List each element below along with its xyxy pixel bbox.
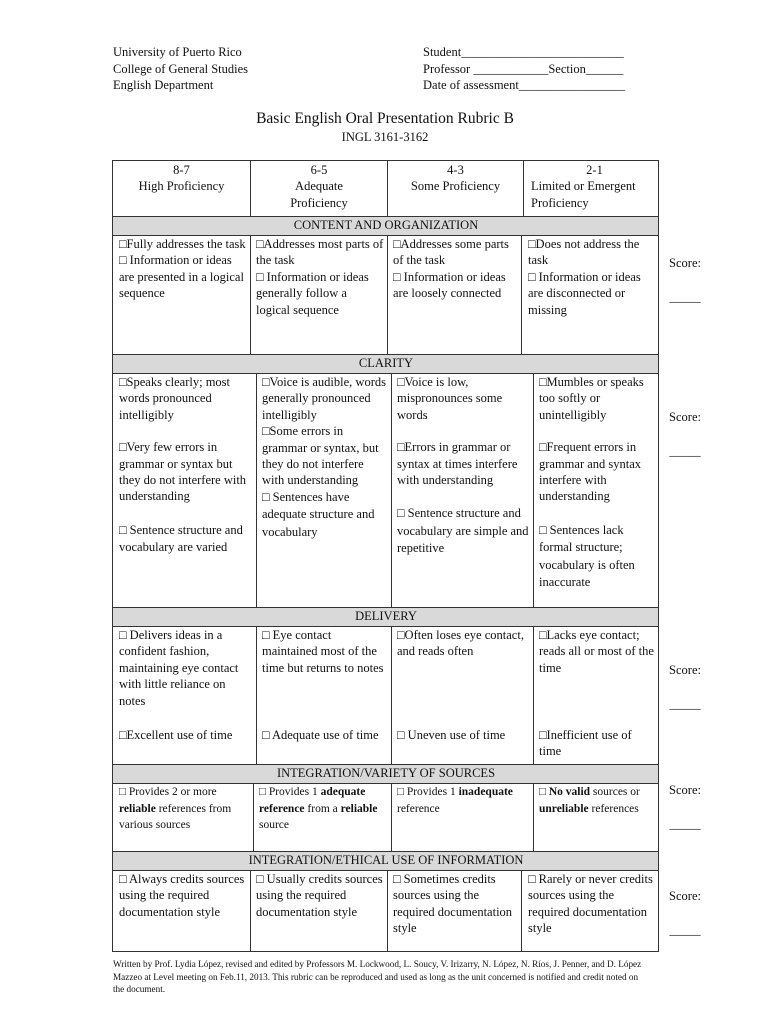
table-rule	[113, 607, 659, 608]
table-rule	[250, 235, 251, 354]
rubric-cell-ethics-adequate[interactable]: □ Usually credits sources using the required documentation style	[256, 872, 383, 919]
score-content	[664, 255, 706, 305]
table-rule	[250, 160, 251, 216]
score-label: Score:	[669, 783, 701, 797]
rubric-cell-sources-high[interactable]: □ Provides 2 or more reliable references from various sources	[119, 786, 232, 831]
table-rule	[533, 783, 534, 851]
table-rule	[391, 783, 392, 851]
table-rule	[113, 851, 659, 852]
rubric-cell-clarity-high	[119, 374, 252, 557]
criterion-checkbox[interactable]: □Mumbles or speaks too softly or unintelligibly	[539, 375, 644, 422]
section-title-ethics: INTEGRATION/ETHICAL USE OF INFORMATION	[113, 852, 659, 870]
rubric-cell-delivery-limited	[539, 627, 656, 760]
criterion-checkbox[interactable]: □Errors in grammar or syntax at times interfere with understanding	[397, 440, 518, 488]
professor-section-field[interactable]: Professor ____________Section______	[423, 61, 624, 76]
column-score: 6-5	[310, 163, 328, 177]
criterion-checkbox[interactable]: □ Information or ideas are loosely connected	[393, 269, 506, 301]
criterion-checkbox[interactable]: □ Uneven use of time	[397, 728, 506, 742]
rubric-cell-clarity-some	[397, 374, 531, 558]
table-rule	[533, 626, 534, 764]
student-info-block	[423, 44, 723, 94]
table-rule	[387, 870, 388, 951]
rubric-cell-ethics-high[interactable]: □ Always credits sources using the required documentation style	[119, 872, 245, 919]
table-rule	[113, 764, 659, 765]
section-title-delivery: DELIVERY	[113, 608, 659, 626]
score-label: Score:	[669, 256, 701, 270]
criterion-checkbox[interactable]: □Voice is audible, words generally pronounced intelligibly	[262, 375, 386, 422]
column-score: 8-7	[173, 163, 190, 177]
criterion-checkbox[interactable]: □Voice is low, mispronounces some words	[397, 375, 503, 422]
score-sources	[664, 782, 706, 832]
criterion-checkbox[interactable]: □ Adequate use of time	[262, 728, 379, 742]
criterion-checkbox[interactable]: □ Delivers ideas in a confident fashion, maintaining eye contact with little reliance on notes	[119, 628, 239, 708]
score-field[interactable]: _____	[669, 923, 701, 937]
score-delivery	[664, 662, 706, 712]
score-field[interactable]: _____	[669, 290, 701, 304]
table-rule	[253, 783, 254, 851]
rubric-cell-delivery-high	[119, 627, 252, 743]
table-rule	[523, 160, 524, 216]
criterion-checkbox[interactable]: □Often loses eye contact, and reads often	[397, 628, 524, 659]
score-ethics	[664, 888, 706, 938]
table-rule	[387, 235, 388, 354]
table-rule	[113, 216, 659, 217]
criterion-checkbox[interactable]: □Inefficient use of time	[539, 728, 632, 759]
table-rule	[387, 160, 388, 216]
table-rule	[113, 951, 659, 952]
department-name: English Department	[113, 78, 214, 92]
criterion-checkbox[interactable]: □ Sentence structure and vocabulary are varied	[119, 522, 243, 555]
section-title-clarity: CLARITY	[113, 355, 659, 373]
criterion-checkbox[interactable]: □ Sentence structure and vocabulary are simple and repetitive	[397, 506, 529, 556]
column-header-adequate	[253, 162, 385, 211]
college-name: College of General Studies	[113, 61, 249, 76]
page-title: Basic English Oral Presentation Rubric B	[256, 110, 514, 127]
criterion-checkbox[interactable]: □Frequent errors in grammar and syntax interfere with understanding	[539, 440, 642, 504]
criterion-checkbox[interactable]: □ Eye contact maintained most of the time but returns to notes	[262, 628, 384, 675]
date-of-assessment-field[interactable]: Date of assessment_________________	[423, 78, 626, 92]
column-label: Some Proficiency	[410, 179, 501, 194]
criterion-checkbox[interactable]: □ Information or ideas generally follow a logical sequence	[256, 269, 369, 317]
column-score: 2-1	[586, 163, 603, 177]
criterion-checkbox[interactable]: □Lacks eye contact; reads all or most of the time	[539, 628, 654, 675]
rubric-cell-delivery-adequate	[262, 627, 388, 743]
score-field[interactable]: _____	[669, 697, 701, 711]
criterion-checkbox[interactable]: □Some errors in grammar or syntax, but they do not interfere with understanding	[262, 424, 379, 488]
score-label: Score:	[669, 410, 701, 424]
section-title-content: CONTENT AND ORGANIZATION	[113, 217, 659, 235]
rubric-cell-content-adequate	[256, 236, 384, 318]
course-code: INGL 3161-3162	[341, 130, 429, 144]
criterion-checkbox[interactable]: □ Sentences lack formal structure; vocabulary is often inaccurate	[539, 522, 635, 590]
rubric-cell-content-high	[119, 236, 248, 302]
rubric-cell-content-limited	[528, 236, 656, 318]
score-label: Score:	[669, 663, 701, 677]
table-rule	[256, 626, 257, 764]
footer-credits: Written by Prof. Lydia López, revised and edited by Professors M. Lockwood, L. Soucy, V. Irizarry, N. López, N. Ríos, J. Penner, and D. López Mazzeo at Level meeting on Feb.11, 2013. This rubric can be reproduced and used as long as the unit concerned is notified and credit noted on the document.	[113, 959, 642, 994]
column-label: High Proficiency	[138, 179, 225, 194]
rubric-cell-sources-limited[interactable]: □ No valid sources or unreliable references	[539, 786, 640, 815]
rubric-cell-clarity-limited	[539, 374, 656, 592]
table-rule	[256, 373, 257, 607]
table-rule	[533, 373, 534, 607]
rubric-cell-ethics-some[interactable]: □ Sometimes credits sources using the required documentation style	[393, 872, 513, 936]
university-name: University of Puerto Rico	[113, 45, 242, 59]
column-header-limited	[531, 162, 658, 211]
score-field[interactable]: _____	[669, 444, 701, 458]
column-header-some	[390, 162, 521, 195]
section-title-sources: INTEGRATION/VARIETY OF SOURCES	[113, 765, 659, 783]
rubric-cell-content-some	[393, 236, 517, 302]
rubric-cell-delivery-some	[397, 627, 527, 743]
score-field[interactable]: _____	[669, 817, 701, 831]
table-rule	[521, 870, 522, 951]
column-header-high	[115, 162, 248, 195]
criterion-checkbox[interactable]: □Fully addresses the task	[119, 237, 246, 251]
table-rule	[521, 235, 522, 354]
rubric-cell-ethics-limited[interactable]: □ Rarely or never credits sources using the required documentation style	[528, 872, 653, 936]
table-rule	[658, 160, 659, 952]
criterion-checkbox[interactable]: □Very few errors in grammar or syntax but they do not interfere with understanding	[119, 440, 247, 504]
criterion-checkbox[interactable]: □Addresses some parts of the task	[393, 237, 509, 268]
criterion-checkbox[interactable]: □Does not address the task	[528, 237, 640, 268]
table-rule	[113, 160, 659, 161]
criterion-checkbox[interactable]: □ Sentences have adequate structure and vocabulary	[262, 489, 375, 539]
criterion-checkbox[interactable]: □Addresses most parts of the task	[256, 237, 384, 268]
score-clarity	[664, 409, 706, 459]
rubric-cell-sources-some[interactable]: □ Provides 1 inadequate reference	[397, 786, 513, 815]
table-rule	[112, 160, 113, 952]
institution-block	[113, 44, 393, 94]
column-score: 4-3	[447, 163, 464, 177]
criterion-checkbox[interactable]: □ Information or ideas are presented in a logical sequence	[119, 253, 244, 301]
score-label: Score:	[669, 889, 701, 903]
student-field[interactable]: Student__________________________	[423, 45, 624, 59]
table-rule	[391, 626, 392, 764]
criterion-checkbox[interactable]: □Excellent use of time	[119, 728, 233, 742]
column-label: Adequate Proficiency	[290, 179, 348, 210]
table-rule	[391, 373, 392, 607]
rubric-cell-sources-adequate[interactable]: □ Provides 1 adequate reference from a reliable source	[259, 786, 378, 831]
column-label: Limited or Emergent Proficiency	[531, 179, 636, 210]
table-rule	[250, 870, 251, 951]
rubric-cell-clarity-adequate	[262, 374, 388, 541]
criterion-checkbox[interactable]: □Speaks clearly; most words pronounced intelligibly	[119, 375, 230, 422]
table-rule	[113, 354, 659, 355]
criterion-checkbox[interactable]: □ Information or ideas are disconnected or missing	[528, 269, 641, 317]
